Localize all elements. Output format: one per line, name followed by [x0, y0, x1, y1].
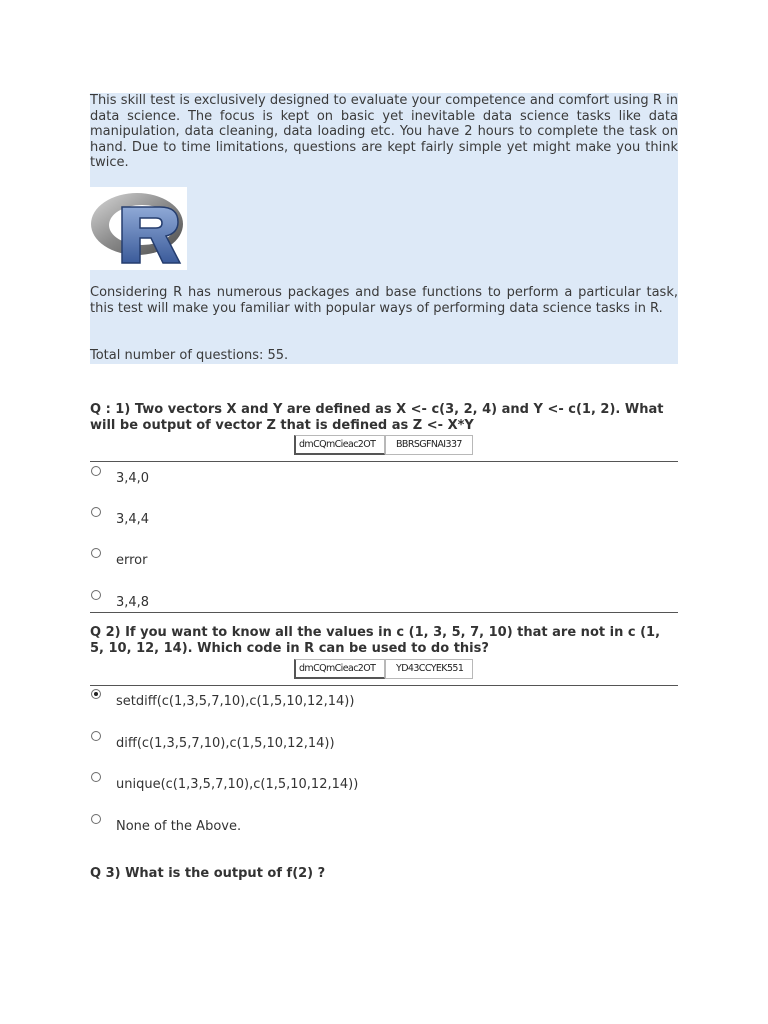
question-count: Total number of questions: 55.	[90, 348, 289, 363]
answer-option[interactable]	[90, 772, 678, 792]
option-label: unique(c(1,3,5,7,10),c(1,5,10,12,14))	[116, 777, 359, 792]
question-2-text: Q 2) If you want to know all the values in c (1, 3, 5, 7, 10) that are not in c (1, 5, 10, 12, 14). Which code in R can be used to do this?	[90, 625, 661, 656]
radio-button[interactable]	[91, 507, 101, 517]
question-1-codes	[294, 435, 473, 455]
radio-button[interactable]	[91, 548, 101, 558]
answer-option[interactable]	[90, 590, 678, 610]
divider	[90, 612, 678, 613]
question-code: YD43CCYEK551	[385, 659, 473, 679]
option-label: 3,4,8	[116, 595, 150, 610]
divider	[90, 685, 678, 686]
radio-button[interactable]	[91, 590, 101, 600]
answer-option[interactable]	[90, 507, 678, 527]
question-1-text: Q : 1) Two vectors X and Y are defined as X <- c(3, 2, 4) and Y <- c(1, 2). What will be output of vector Z that is defined as Z <- X*Y	[90, 402, 664, 433]
radio-button-selected[interactable]	[91, 689, 101, 699]
divider	[90, 461, 678, 462]
question-2-codes	[294, 659, 473, 679]
option-label: 3,4,0	[116, 471, 150, 486]
intro-paragraph: This skill test is exclusively designed to evaluate your competence and comfort using R in data science. The focus is kept on basic yet inevitable data science tasks like data manipulation, data cleaning, data loading etc. You have 2 hours to complete the task on hand. Due to time limitations, questions are kept fairly simple yet might make you think twice.	[90, 93, 678, 170]
radio-button[interactable]	[91, 731, 101, 741]
answer-option[interactable]	[90, 814, 678, 834]
answer-option[interactable]	[90, 731, 678, 751]
option-label: setdiff(c(1,3,5,7,10),c(1,5,10,12,14))	[116, 694, 355, 709]
radio-button[interactable]	[91, 466, 101, 476]
option-label: diff(c(1,3,5,7,10),c(1,5,10,12,14))	[116, 736, 335, 751]
option-label: 3,4,4	[116, 512, 150, 527]
question-code: dmCQmCieac2OT	[294, 435, 385, 455]
radio-button[interactable]	[91, 772, 101, 782]
question-code: BBRSGFNAI337	[385, 435, 473, 455]
radio-button[interactable]	[91, 814, 101, 824]
intro-panel	[90, 93, 678, 364]
answer-option[interactable]	[90, 548, 678, 568]
question-3-text: Q 3) What is the output of f(2) ?	[90, 866, 326, 881]
option-label: None of the Above.	[116, 819, 242, 834]
question-code: dmCQmCieac2OT	[294, 659, 385, 679]
answer-option[interactable]	[90, 689, 678, 709]
answer-option[interactable]	[90, 466, 678, 486]
option-label: error	[116, 553, 148, 568]
r-logo-icon	[90, 187, 187, 270]
intro-paragraph: Considering R has numerous packages and base functions to perform a particular task, this test will make you familiar with popular ways of performing data science tasks in R.	[90, 285, 678, 316]
